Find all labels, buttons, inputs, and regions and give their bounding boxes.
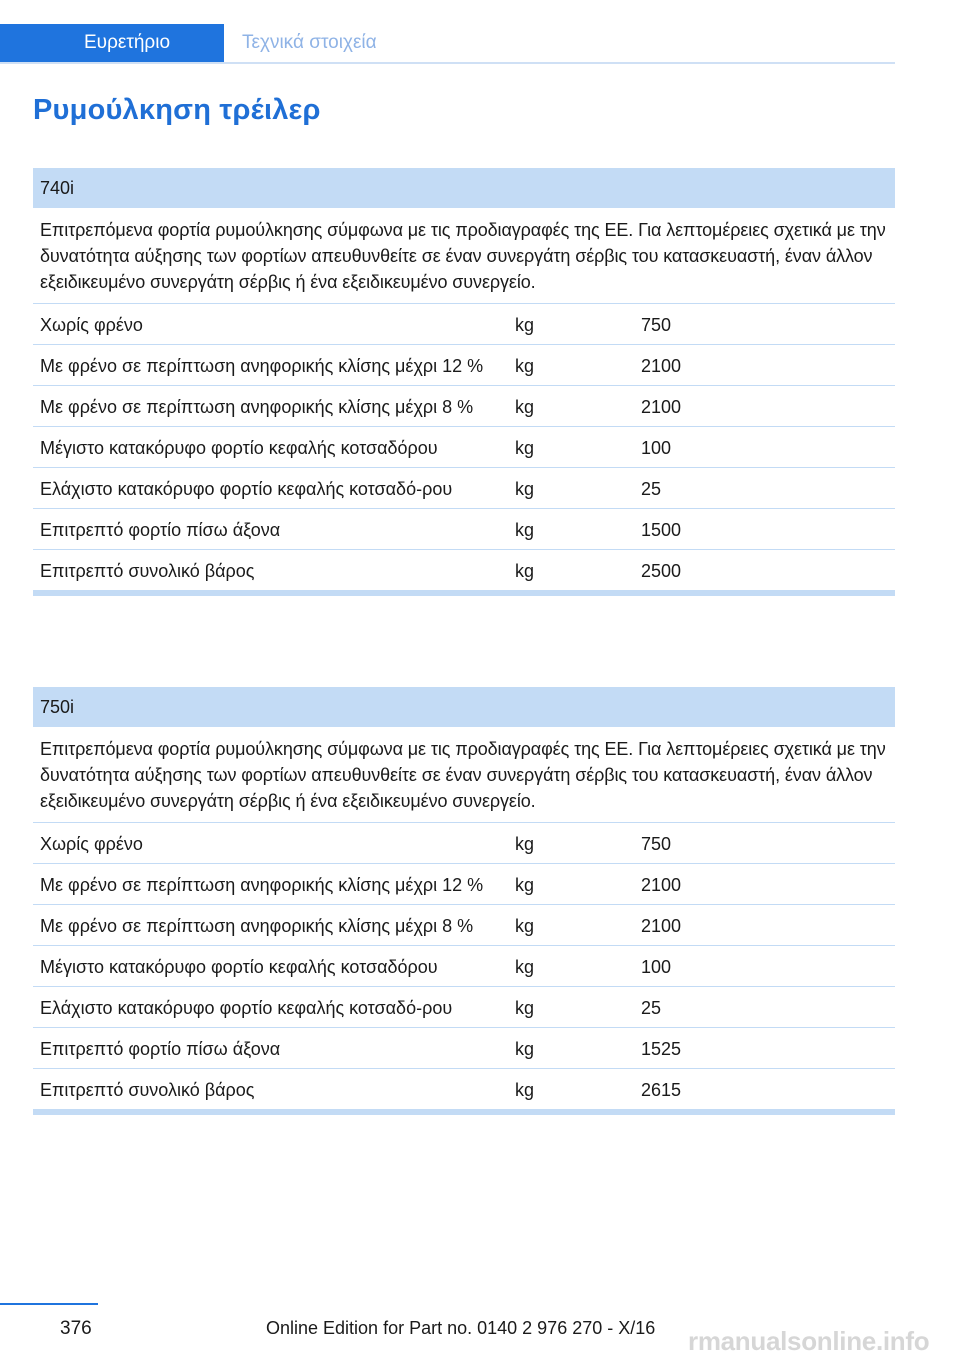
table-rows [33, 823, 895, 1109]
cell-label: Επιτρεπτό συνολικό βάρος [40, 1080, 255, 1100]
cell-label: Ελάχιστο κατακόρυφο φορτίο κεφαλής κοτσαδό-ρου [40, 998, 453, 1018]
cell-label: Με φρένο σε περίπτωση ανηφορικής κλίσης μέχρι 12 % [40, 875, 484, 895]
tab-technical-data[interactable]: Τεχνικά στοιχεία [242, 32, 377, 53]
cell-value: 1500 [641, 520, 682, 540]
cell-unit: kg [515, 1039, 535, 1059]
cell-value: 100 [641, 957, 672, 977]
cell-label: Ελάχιστο κατακόρυφο φορτίο κεφαλής κοτσαδό-ρου [40, 479, 453, 499]
cell-label: Χωρίς φρένο [40, 315, 143, 335]
cell-unit: kg [515, 397, 535, 417]
cell-unit: kg [515, 875, 535, 895]
cell-value: 750 [641, 834, 672, 854]
watermark-text: rmanualsonline.info [688, 1326, 930, 1356]
cell-value: 25 [641, 479, 662, 499]
cell-value: 25 [641, 998, 662, 1018]
cell-label: Χωρίς φρένο [40, 834, 143, 854]
table-row [33, 345, 895, 386]
cell-label: Με φρένο σε περίπτωση ανηφορικής κλίσης μέχρι 8 % [40, 397, 474, 417]
cell-label: Με φρένο σε περίπτωση ανηφορικής κλίσης μέχρι 8 % [40, 916, 474, 936]
tab-index[interactable]: Ευρετήριο [0, 24, 224, 62]
spec-table-740i [33, 168, 895, 596]
cell-value: 750 [641, 315, 672, 335]
page-number: 376 [60, 1318, 92, 1339]
cell-unit: kg [515, 834, 535, 854]
edition-note: Online Edition for Part no. 0140 2 976 270 - X/16 [266, 1318, 656, 1338]
model-header: 740i [33, 168, 895, 208]
cell-label: Επιτρεπτό φορτίο πίσω άξονα [40, 520, 281, 540]
cell-value: 2100 [641, 397, 682, 417]
cell-unit: kg [515, 315, 535, 335]
cell-label: Μέγιστο κατακόρυφο φορτίο κεφαλής κοτσαδόρου [40, 957, 438, 977]
cell-value: 2500 [641, 561, 682, 581]
cell-unit: kg [515, 998, 535, 1018]
table-row [33, 468, 895, 509]
cell-unit: kg [515, 957, 535, 977]
footer-rule [0, 1303, 98, 1305]
table-row [33, 427, 895, 468]
cell-unit: kg [515, 561, 535, 581]
model-header: 750i [33, 687, 895, 727]
cell-value: 1525 [641, 1039, 682, 1059]
table-row [33, 1069, 895, 1109]
table-row [33, 1028, 895, 1069]
table-row [33, 509, 895, 550]
cell-label: Μέγιστο κατακόρυφο φορτίο κεφαλής κοτσαδόρου [40, 438, 438, 458]
page-title: Ρυμούλκηση τρέιλερ [33, 94, 321, 126]
cell-unit: kg [515, 916, 535, 936]
cell-label: Επιτρεπτό φορτίο πίσω άξονα [40, 1039, 281, 1059]
top-tab-bar [0, 24, 895, 64]
cell-value: 2100 [641, 916, 682, 936]
cell-unit: kg [515, 479, 535, 499]
table-row [33, 864, 895, 905]
cell-unit: kg [515, 438, 535, 458]
cell-unit: kg [515, 356, 535, 376]
cell-label: Με φρένο σε περίπτωση ανηφορικής κλίσης μέχρι 12 % [40, 356, 484, 376]
cell-label: Επιτρεπτό συνολικό βάρος [40, 561, 255, 581]
cell-value: 2100 [641, 875, 682, 895]
table-row [33, 946, 895, 987]
intro-text: Επιτρεπόμενα φορτία ρυμούλκησης σύμφωνα με τις προδιαγραφές της ΕΕ. Για λεπτομέρειες σχετικά με την δυνατότητα αύξησης των φορτίων απευθυνθείτε σε έναν συνεργάτη σέρβις του κατασκευαστή, έναν άλλον εξειδικευμένο συνεργάτη σέρβις ή ένα εξειδικευμένο συνεργείο. [33, 727, 895, 823]
cell-value: 2615 [641, 1080, 682, 1100]
table-row [33, 386, 895, 427]
cell-unit: kg [515, 1080, 535, 1100]
cell-value: 2100 [641, 356, 682, 376]
table-row [33, 550, 895, 590]
intro-text: Επιτρεπόμενα φορτία ρυμούλκησης σύμφωνα με τις προδιαγραφές της ΕΕ. Για λεπτομέρειες σχετικά με την δυνατότητα αύξησης των φορτίων απευθυνθείτε σε έναν συνεργάτη σέρβις του κατασκευαστή, έναν άλλον εξειδικευμένο συνεργάτη σέρβις ή ένα εξειδικευμένο συνεργείο. [33, 208, 895, 304]
table-row [33, 823, 895, 864]
table-row [33, 304, 895, 345]
table-row [33, 905, 895, 946]
cell-unit: kg [515, 520, 535, 540]
spec-table-750i [33, 687, 895, 1115]
table-rows [33, 304, 895, 590]
table-row [33, 987, 895, 1028]
cell-value: 100 [641, 438, 672, 458]
